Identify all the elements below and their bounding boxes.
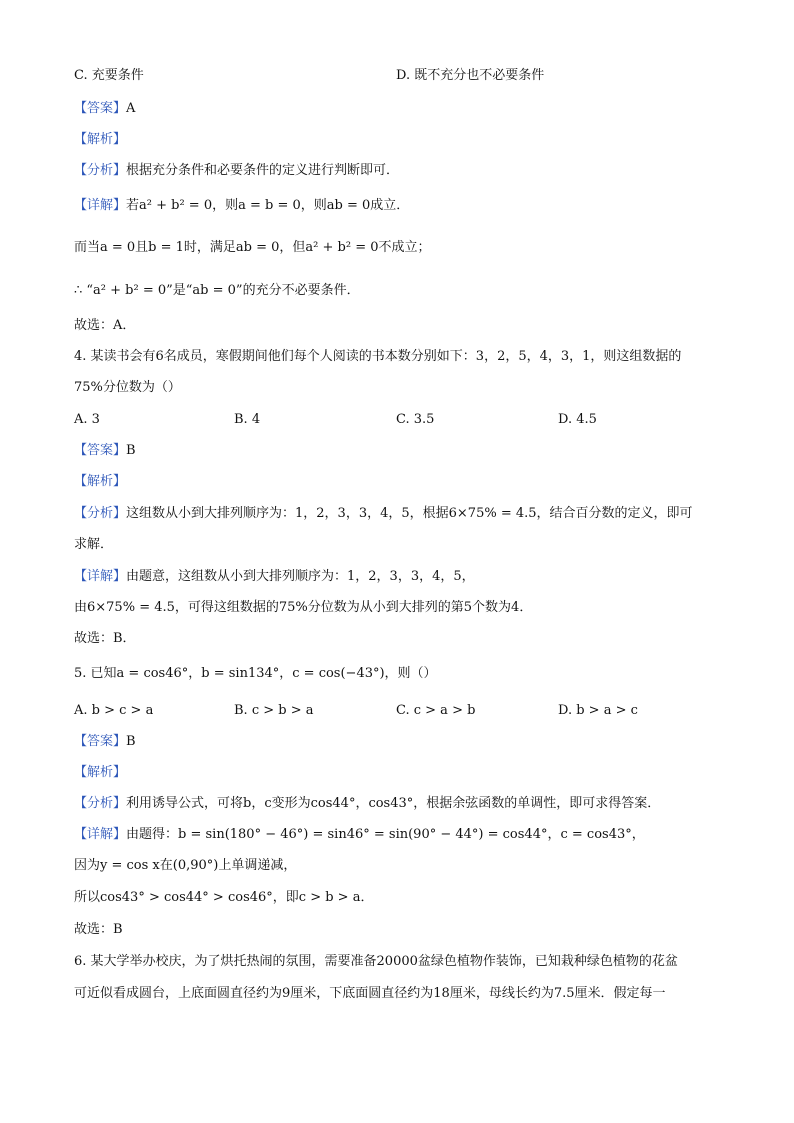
q5-detail: [74, 826, 645, 844]
fenxi-tag: 【分析】: [74, 163, 127, 178]
fenxi-tag: 【分析】: [74, 796, 127, 811]
q4-choose: 故选：B．: [74, 631, 136, 646]
fenxi-tag: 【分析】: [74, 506, 127, 521]
answer-tag: 【答案】: [74, 443, 127, 458]
q5-option-c: C. c > a > b: [396, 703, 476, 718]
q5-detail-line2: 因为y = cos x在(0,90°)上单调递减，: [74, 858, 297, 873]
q5-analysis-tag: 【解析】: [74, 765, 127, 780]
q3-detail-line3: ∴ “a² + b² = 0”是“ab = 0”的充分不必要条件．: [74, 283, 360, 298]
q5-choose: 故选：B: [74, 922, 123, 937]
detail-text: 若a² + b² = 0，则a = b = 0，则ab = 0成立．: [126, 198, 410, 213]
q4-analysis-tag: 【解析】: [74, 474, 127, 489]
detail-tag: 【详解】: [74, 827, 127, 842]
q4-detail: [74, 568, 475, 586]
fenxi-text: 利用诱导公式，可将b，c变形为cos44°，cos43°，根据余弦函数的单调性，即可求得答案．: [126, 796, 661, 811]
q3-answer: [74, 100, 135, 118]
fenxi-text: 这组数从小到大排列顺序为：1，2，3，3，4，5，根据6×75% = 4.5，结合百分数的定义，即可: [126, 506, 693, 521]
q4-fenxi: [74, 505, 693, 523]
q5-option-a: A. b > c > a: [74, 703, 154, 718]
q3-analysis-tag: 【解析】: [74, 132, 127, 147]
detail-text: 由题得：b = sin(180° − 46°) = sin46° = sin(90° − 44°) = cos44°，c = cos43°，: [126, 827, 645, 842]
q4-detail-line2: 由6×75% = 4.5，可得这组数据的75%分位数为从小到大排列的第5个数为4．: [74, 600, 533, 615]
q5-option-d: D. b > a > c: [558, 703, 638, 718]
answer-value: B: [126, 443, 136, 458]
q3-option-c: C. 充要条件: [74, 68, 144, 83]
q4-stem-line2: 75%分位数为（）: [74, 380, 181, 395]
q4-answer: [74, 442, 136, 460]
answer-tag: 【答案】: [74, 734, 127, 749]
q6-stem-line1: 6. 某大学举办校庆，为了烘托热闹的氛围，需要准备20000盆绿色植物作装饰，已知栽种绿色植物的花盆: [74, 954, 678, 969]
q3-fenxi: [74, 162, 399, 180]
detail-tag: 【详解】: [74, 569, 127, 584]
answer-value: A: [126, 101, 136, 116]
answer-value: B: [126, 734, 136, 749]
q3-detail: [74, 197, 409, 215]
q6-stem-line2: 可近似看成圆台，上底面圆直径约为9厘米，下底面圆直径约为18厘米，母线长约为7.5厘米．假定每一: [74, 986, 666, 1001]
detail-tag: 【详解】: [74, 198, 127, 213]
q5-fenxi: [74, 795, 660, 813]
answer-tag: 【答案】: [74, 101, 127, 116]
q4-option-d: D. 4.5: [558, 412, 597, 427]
q4-option-b: B. 4: [234, 412, 261, 427]
q5-detail-line3: 所以cos43° > cos44° > cos46°，即c > b > a．: [74, 890, 374, 905]
q4-fenxi-line2: 求解．: [74, 537, 114, 552]
fenxi-text: 根据充分条件和必要条件的定义进行判断即可．: [126, 163, 400, 178]
q4-stem-line1: 4. 某读书会有6名成员，寒假期间他们每个人阅读的书本数分别如下：3，2，5，4，3，1，则这组数据的: [74, 349, 682, 364]
q4-option-c: C. 3.5: [396, 412, 435, 427]
q4-option-a: A. 3: [74, 412, 100, 427]
q5-answer: [74, 733, 136, 751]
q3-detail-line2: 而当a = 0且b = 1时，满足ab = 0，但a² + b² = 0不成立；: [74, 240, 431, 255]
q5-option-b: B. c > b > a: [234, 703, 314, 718]
q5-stem: 5. 已知a = cos46°，b = sin134°，c = cos(−43°)，则（）: [74, 666, 437, 681]
q3-option-d: D. 既不充分也不必要条件: [396, 68, 545, 83]
q3-choose: 故选：A．: [74, 318, 136, 333]
detail-text: 由题意，这组数从小到大排列顺序为：1，2，3，3，4，5，: [126, 569, 475, 584]
